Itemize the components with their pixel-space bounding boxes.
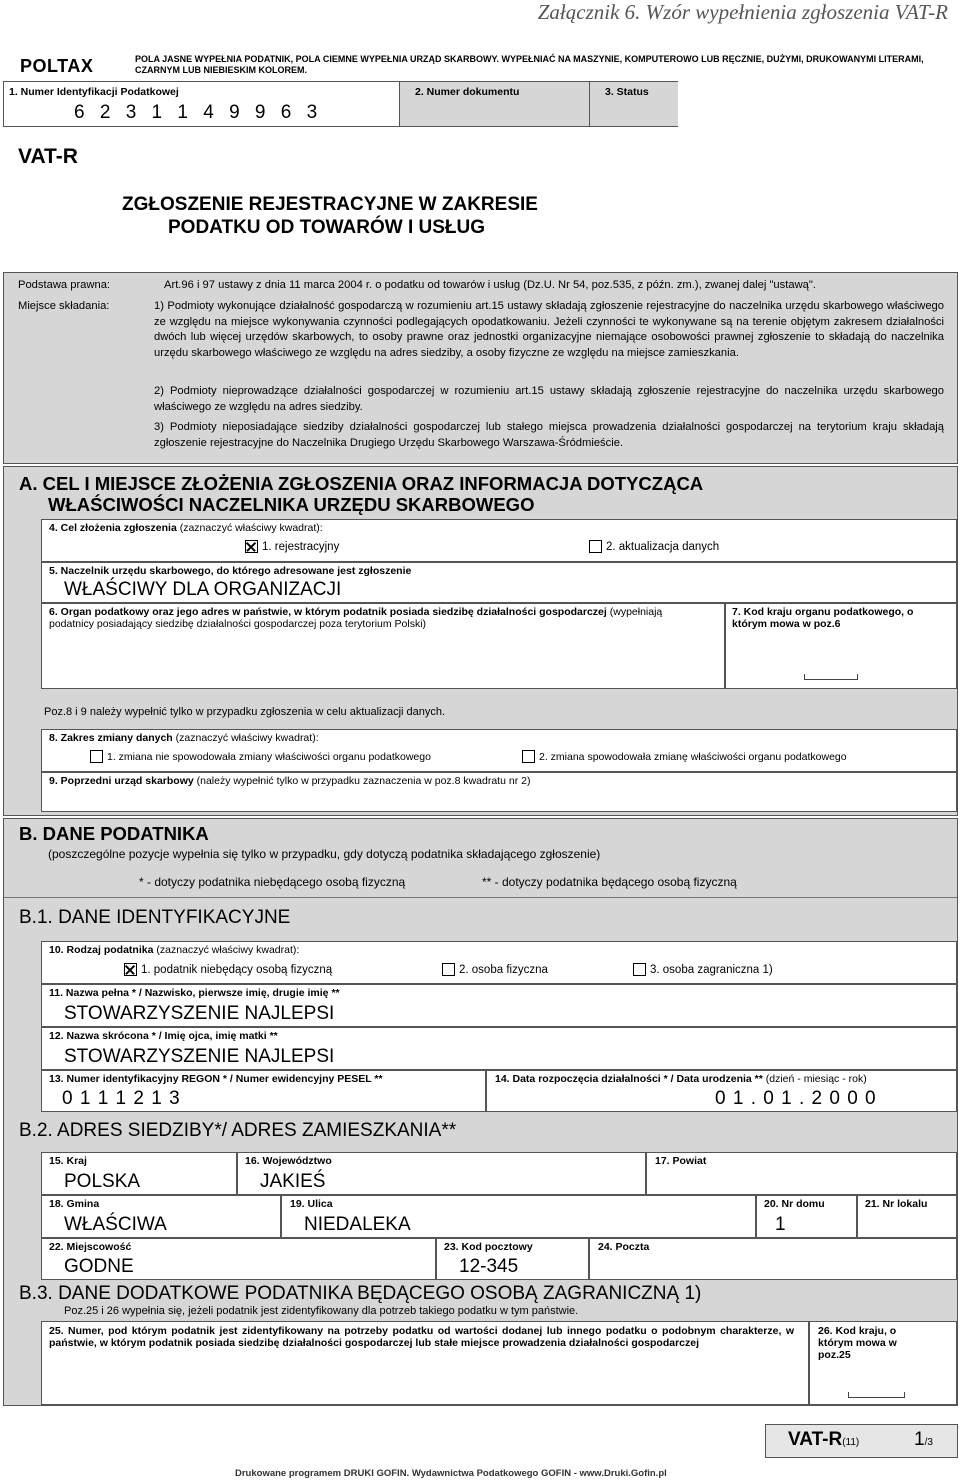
field-19[interactable]	[281, 1195, 756, 1238]
field-15-label: 15. Kraj	[49, 1155, 87, 1167]
field-24[interactable]	[589, 1238, 957, 1280]
field-9-hint: (należy wypełnić tylko w przypadku zaznaczenia w poz.8 kwadratu nr 2)	[196, 775, 531, 787]
status-label: 3. Status	[605, 86, 649, 98]
field-10-hint: (zaznaczyć właściwy kwadrat):	[156, 944, 300, 956]
field-20-label: 20. Nr domu	[764, 1198, 825, 1210]
section-b-subtitle: (poszczególne pozycje wypełnia się tylko w przypadku, gdy dotyczą podatnika składającego zgłoszenie)	[48, 847, 601, 861]
option-change-1-label: 1. zmiana nie spowodowała zmiany właściwości organu podatkowego	[107, 750, 431, 763]
field-4-label: 4. Cel złożenia zgłoszenia	[49, 522, 177, 534]
field-12-label: 12. Nazwa skrócona * / Imię ojca, imię matki **	[49, 1030, 278, 1042]
field-18[interactable]	[41, 1195, 281, 1238]
field-6[interactable]	[41, 603, 725, 689]
field-13-label: 13. Numer identyfikacyjny REGON * / Numer ewidencyjny PESEL **	[49, 1073, 383, 1085]
field-22-value: GODNE	[64, 1256, 134, 1277]
doc-number-cell	[399, 82, 590, 126]
form-title-line2: PODATKU OD TOWARÓW I USŁUG	[168, 217, 486, 238]
field-14[interactable]	[486, 1070, 957, 1112]
place-item-3: 3) Podmioty nieposiadające siedziby działalności gospodarczej lub stałego miejsca prowadzenia działalności gospodarczej na terytorium kraju składają zgłoszenie rejestracyjne do Naczelnika Drugiego Urzędu Skarbowego Warszawa-Śródmieście.	[154, 421, 944, 449]
option-natural-label: 2. osoba fizyczna	[459, 963, 548, 976]
option-registration-label: 1. rejestracyjny	[262, 540, 340, 553]
checkbox-empty-icon[interactable]	[633, 963, 646, 976]
section-a	[3, 466, 958, 816]
field-20-value: 1	[775, 1214, 786, 1235]
footer-box	[765, 1424, 958, 1458]
logo: POLTAX	[20, 56, 94, 76]
field-26-boxes	[848, 1392, 905, 1398]
field-13[interactable]	[41, 1070, 486, 1112]
section-b3-title: B.3. DANE DODATKOWE PODATNIKA BĘDĄCEGO OSOBĄ ZAGRANICZNĄ 1)	[19, 1283, 702, 1304]
field-5[interactable]	[41, 562, 957, 603]
section-a-title-1: A. CEL I MIEJSCE ZŁOŻENIA ZGŁOSZENIA ORAZ INFORMACJA DOTYCZĄCA	[19, 473, 704, 494]
checkbox-empty-icon[interactable]	[522, 750, 535, 763]
field-14-hint: (dzień - miesiąc - rok)	[765, 1073, 867, 1085]
field-26-label: 26. Kod kraju, o którym mowa w poz.25	[818, 1325, 897, 1361]
section-a-title-2: WŁAŚCIWOŚCI NACZELNIKA URZĘDU SKARBOWEGO	[48, 494, 535, 515]
legal-block	[3, 272, 958, 464]
field-10-label: 10. Rodzaj podatnika	[49, 944, 154, 956]
field-12[interactable]	[41, 1027, 957, 1070]
field-23-value: 12-345	[459, 1256, 519, 1277]
field-14-value: 0 1 . 0 1 . 2 0 0 0	[715, 1088, 877, 1109]
field-24-label: 24. Poczta	[598, 1241, 650, 1253]
checkbox-checked-icon[interactable]	[124, 963, 137, 976]
option-non-natural-label: 1. podatnik niebędący osobą fizyczną	[141, 963, 333, 976]
doc-number-label: 2. Numer dokumentu	[415, 86, 520, 98]
option-update[interactable]	[589, 540, 719, 553]
footer-print-info: Drukowane programem DRUKI GOFIN. Wydawnictwa Podatkowego GOFIN - www.Druki.Gofin.pl	[235, 1468, 667, 1479]
field-9-label: 9. Poprzedni urząd skarbowy	[49, 775, 194, 787]
option-foreign-label: 3. osoba zagraniczna 1)	[650, 963, 773, 976]
field-22-label: 22. Miejscowość	[49, 1241, 132, 1253]
option-update-label: 2. aktualizacja danych	[606, 540, 720, 553]
option-foreign[interactable]	[633, 963, 773, 976]
option-change-1[interactable]	[90, 750, 431, 763]
field-19-label: 19. Ulica	[290, 1198, 333, 1210]
legend-star: * - dotyczy podatnika niebędącego osobą fizyczną	[139, 875, 406, 889]
option-natural[interactable]	[442, 963, 548, 976]
field-21-label: 21. Nr lokalu	[865, 1198, 928, 1210]
option-registration[interactable]	[245, 540, 339, 553]
field-6-label: 6. Organ podatkowy oraz jego adres w państwie, w którym podatnik posiada siedzibę działalności gospodarczej	[49, 606, 607, 618]
field-5-value: WŁAŚCIWY DLA ORGANIZACJI	[64, 579, 342, 600]
field-7-label: 7. Kod kraju organu podatkowego, o którym mowa w poz.6	[732, 606, 914, 630]
field-4-hint: (zaznaczyć właściwy kwadrat):	[179, 522, 323, 534]
field-11[interactable]	[41, 984, 957, 1027]
option-change-2-label: 2. zmiana spowodowała zmianę właściwości organu podatkowego	[539, 750, 847, 763]
footer-page-number: 1	[914, 1429, 925, 1450]
field-18-label: 18. Gmina	[49, 1198, 100, 1210]
field-23-label: 23. Kod pocztowy	[444, 1241, 533, 1253]
option-non-natural[interactable]	[124, 963, 332, 976]
nip-value: 6 2 3 1 1 4 9 9 6 3	[74, 102, 323, 123]
field-23[interactable]	[436, 1238, 589, 1280]
checkbox-empty-icon[interactable]	[589, 540, 602, 553]
field-8-label: 8. Zakres zmiany danych	[49, 732, 173, 744]
section-b3-subtitle: Poz.25 i 26 wypełnia się, jeżeli podatnik jest zidentyfikowany dla potrzeb takiego podatku w tym państwie.	[64, 1305, 579, 1317]
form-code: VAT-R	[18, 145, 78, 168]
footer-version: (11)	[842, 1437, 860, 1448]
section-b2-title: B.2. ADRES SIEDZIBY*/ ADRES ZAMIESZKANIA**	[19, 1120, 457, 1141]
field-8	[41, 729, 957, 772]
legend-double-star: ** - dotyczy podatnika będącego osobą fizyczną	[482, 875, 737, 889]
field-21[interactable]	[857, 1195, 957, 1238]
fill-instruction: POLA JASNE WYPEŁNIA PODATNIK, POLA CIEMNE WYPEŁNIA URZĄD SKARBOWY. WYPEŁNIAĆ NA MASZYNIE, KOMPUTEROWO LUB RĘCZNIE, DUŻYMI, DRUKOWANYMI LITERAMI, CZARNYM LUB NIEBIESKIM KOLOREM.	[135, 54, 924, 75]
checkbox-empty-icon[interactable]	[90, 750, 103, 763]
section-b1-title: B.1. DANE IDENTYFIKACYJNE	[19, 907, 291, 928]
field-11-label: 11. Nazwa pełna * / Nazwisko, pierwsze imię, drugie imię **	[49, 987, 340, 999]
nip-label: 1. Numer Identyfikacji Podatkowej	[9, 86, 179, 98]
footer-page-total: /3	[924, 1437, 933, 1448]
field-6-hint: (wypełniają podatnicy posiadający siedzibę działalności gospodarczej poza terytorium Polski)	[49, 606, 663, 630]
field-18-value: WŁAŚCIWA	[64, 1214, 167, 1235]
legal-basis-label: Podstawa prawna:	[18, 279, 111, 291]
field-7-boxes	[804, 674, 858, 680]
field-7[interactable]	[725, 603, 957, 689]
field-14-label: 14. Data rozpoczęcia działalności * / Data urodzenia **	[495, 1073, 763, 1085]
field-22[interactable]	[41, 1238, 436, 1280]
place-item-1: 1) Podmioty wykonujące działalność gospodarczą w rozumieniu art.15 ustawy składają zgłoszenie rejestracyjne do naczelnika urzędu skarbowego właściwego ze względu na miejsce wykonywania czynności podlegających opodatkowaniu. Jeżeli czynności te wykonywane są na terenie objętym zakresem działalności dwóch lub więcej urzędów skarbowych, to osoby prawne oraz jednostki organizacyjne niemające osobowości prawnej zgłoszenie to składają do naczelnika urzędu skarbowego właściwego ze względu na adres siedziby, a osoby fizyczne ze względu na miejsce zamieszkania.	[154, 300, 944, 359]
field-17[interactable]	[646, 1152, 957, 1195]
field-5-label: 5. Naczelnik urzędu skarbowego, do którego adresowane jest zgłoszenie	[49, 565, 412, 577]
checkbox-checked-icon[interactable]	[245, 540, 258, 553]
form-title-line1: ZGŁOSZENIE REJESTRACYJNE W ZAKRESIE	[122, 194, 538, 215]
field-12-value: STOWARZYSZENIE NAJLEPSI	[64, 1046, 335, 1067]
field-10	[41, 941, 957, 984]
field-8-hint: (zaznaczyć właściwy kwadrat):	[175, 732, 319, 744]
section-b	[3, 818, 958, 1406]
field-16-label: 16. Województwo	[245, 1155, 332, 1167]
field-15[interactable]	[41, 1152, 237, 1195]
field-11-value: STOWARZYSZENIE NAJLEPSI	[64, 1003, 335, 1024]
field-20[interactable]	[756, 1195, 857, 1238]
annex-title: Załącznik 6. Wzór wypełnienia zgłoszenia VAT-R	[537, 0, 948, 24]
field-25-label: 25. Numer, pod którym podatnik jest zidentyfikowany na potrzeby podatku od wartości dodanej lub innego podatku o podobnym charakterze, w państwie, w którym podatnik posiada siedzibę działalności gospodarczej lub stałe miejsce prowadzenia działalności gospodarczej	[49, 1325, 794, 1349]
field-26[interactable]	[809, 1321, 957, 1405]
legal-basis-text: Art.96 i 97 ustawy z dnia 11 marca 2004 r. o podatku od towarów i usług (Dz.U. Nr 54, poz.535, z późn. zm.), zwanej dalej "ustawą".	[164, 279, 816, 291]
header-row	[3, 81, 678, 127]
field-15-value: POLSKA	[64, 1171, 141, 1192]
field-17-label: 17. Powiat	[655, 1155, 707, 1167]
footer-form-code: VAT-R	[788, 1429, 843, 1450]
field-16-value: JAKIEŚ	[260, 1171, 326, 1192]
status-cell	[589, 82, 678, 126]
note-8-9: Poz.8 i 9 należy wypełnić tylko w przypadku zgłoszenia w celu aktualizacji danych.	[44, 706, 446, 718]
field-16[interactable]	[237, 1152, 646, 1195]
section-b-title: B. DANE PODATNIKA	[19, 823, 209, 844]
place-label: Miejsce składania:	[18, 300, 110, 312]
field-4	[41, 519, 957, 562]
checkbox-empty-icon[interactable]	[442, 963, 455, 976]
place-item-2: 2) Podmioty nieprowadzące działalności gospodarczej w rozumieniu art.15 ustawy składają zgłoszenie rejestracyjne do naczelnika urzędu skarbowego właściwego ze względu na adres siedziby.	[154, 385, 944, 413]
field-9[interactable]	[41, 772, 957, 812]
option-change-2[interactable]	[522, 750, 847, 763]
field-19-value: NIEDALEKA	[304, 1214, 411, 1235]
nip-cell[interactable]	[4, 82, 399, 126]
field-25[interactable]	[41, 1321, 809, 1405]
field-13-value: 0 1 1 1 2 1 3	[62, 1088, 181, 1109]
